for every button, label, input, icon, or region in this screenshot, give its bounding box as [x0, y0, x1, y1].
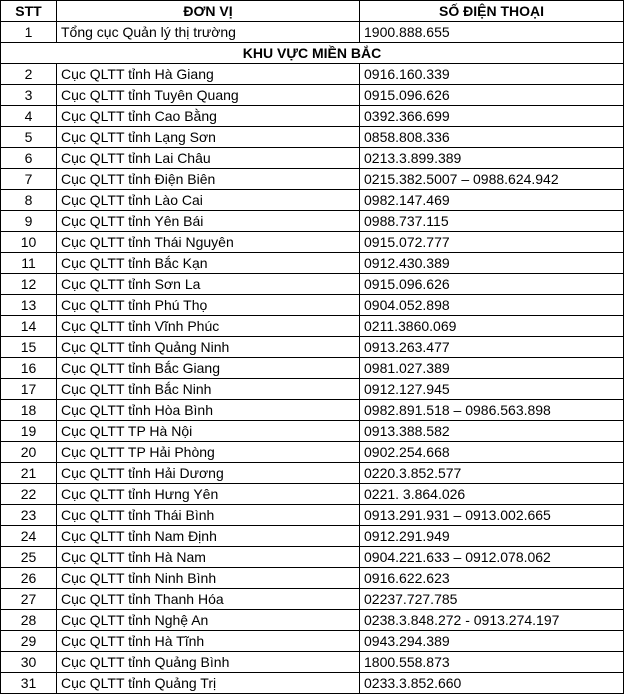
row-unit: Cục QLTT tỉnh Sơn La	[57, 274, 360, 295]
table-body	[1, 22, 624, 694]
row-phone: 0913.388.582	[360, 421, 624, 442]
table-row	[1, 316, 624, 337]
row-unit: Cục QLTT tỉnh Thái Nguyên	[57, 232, 360, 253]
row-stt: 11	[1, 253, 57, 274]
row-unit: Cục QLTT tỉnh Điện Biên	[57, 169, 360, 190]
row-unit: Cục QLTT tỉnh Tuyên Quang	[57, 85, 360, 106]
row-stt: 26	[1, 568, 57, 589]
table-row	[1, 631, 624, 652]
row-stt: 22	[1, 484, 57, 505]
table-row	[1, 400, 624, 421]
row-stt: 24	[1, 526, 57, 547]
row-stt: 28	[1, 610, 57, 631]
row-stt: 17	[1, 379, 57, 400]
row-phone: 0982.147.469	[360, 190, 624, 211]
table-row	[1, 106, 624, 127]
row-phone: 0912.430.389	[360, 253, 624, 274]
row-phone: 0913.263.477	[360, 337, 624, 358]
row-stt: 9	[1, 211, 57, 232]
row-phone: 0904.221.633 – 0912.078.062	[360, 547, 624, 568]
row-phone: 0392.366.699	[360, 106, 624, 127]
row-stt: 12	[1, 274, 57, 295]
row-phone: 0215.382.5007 – 0988.624.942	[360, 169, 624, 190]
row-phone: 02237.727.785	[360, 589, 624, 610]
row-phone: 0912.127.945	[360, 379, 624, 400]
row-unit: Cục QLTT TP Hà Nội	[57, 421, 360, 442]
row-stt: 27	[1, 589, 57, 610]
row-stt: 4	[1, 106, 57, 127]
row-stt: 20	[1, 442, 57, 463]
row-phone: 0988.737.115	[360, 211, 624, 232]
row-stt: 2	[1, 64, 57, 85]
table-row	[1, 463, 624, 484]
table-header	[1, 1, 624, 22]
table-row	[1, 379, 624, 400]
row-phone: 0858.808.336	[360, 127, 624, 148]
row-unit: Cục QLTT tỉnh Yên Bái	[57, 211, 360, 232]
row-phone: 0233.3.852.660	[360, 673, 624, 694]
row-phone: 0238.3.848.272 - 0913.274.197	[360, 610, 624, 631]
row-phone: 0211.3860.069	[360, 316, 624, 337]
row-unit: Cục QLTT tỉnh Thái Bình	[57, 505, 360, 526]
row-stt: 18	[1, 400, 57, 421]
table-row	[1, 127, 624, 148]
row-unit: Cục QLTT tỉnh Quảng Trị	[57, 673, 360, 694]
row-unit: Cục QLTT tỉnh Ninh Bình	[57, 568, 360, 589]
row-unit: Cục QLTT tỉnh Hưng Yên	[57, 484, 360, 505]
table-row	[1, 253, 624, 274]
row-phone: 1800.558.873	[360, 652, 624, 673]
region-row	[1, 43, 624, 64]
header-phone: SỐ ĐIỆN THOẠI	[360, 1, 624, 22]
row-unit: Cục QLTT tỉnh Lai Châu	[57, 148, 360, 169]
row-unit: Cục QLTT tỉnh Quảng Bình	[57, 652, 360, 673]
table-row	[1, 64, 624, 85]
row-unit: Cục QLTT tỉnh Lạng Sơn	[57, 127, 360, 148]
row-phone: 0902.254.668	[360, 442, 624, 463]
table-row	[1, 274, 624, 295]
table-row	[1, 568, 624, 589]
row-unit: Cục QLTT tỉnh Bắc Giang	[57, 358, 360, 379]
row-phone: 0220.3.852.577	[360, 463, 624, 484]
row-unit: Cục QLTT tỉnh Hải Dương	[57, 463, 360, 484]
row-stt: 19	[1, 421, 57, 442]
row-unit: Cục QLTT tỉnh Hòa Bình	[57, 400, 360, 421]
table-row	[1, 169, 624, 190]
row-phone: 1900.888.655	[360, 22, 624, 43]
row-stt: 10	[1, 232, 57, 253]
row-stt: 14	[1, 316, 57, 337]
row-phone: 0904.052.898	[360, 295, 624, 316]
region-label: KHU VỰC MIỀN BẮC	[1, 43, 624, 64]
row-phone: 0916.160.339	[360, 64, 624, 85]
row-unit: Cục QLTT tỉnh Lào Cai	[57, 190, 360, 211]
table-row	[1, 484, 624, 505]
row-stt: 7	[1, 169, 57, 190]
table-row	[1, 526, 624, 547]
table-row	[1, 589, 624, 610]
row-unit: Cục QLTT tỉnh Vĩnh Phúc	[57, 316, 360, 337]
table-row	[1, 442, 624, 463]
row-unit: Cục QLTT tỉnh Hà Giang	[57, 64, 360, 85]
table-row	[1, 358, 624, 379]
row-stt: 25	[1, 547, 57, 568]
row-phone: 0912.291.949	[360, 526, 624, 547]
row-stt: 30	[1, 652, 57, 673]
row-unit: Cục QLTT tỉnh Nghệ An	[57, 610, 360, 631]
row-stt: 3	[1, 85, 57, 106]
row-stt: 23	[1, 505, 57, 526]
table-row	[1, 610, 624, 631]
row-phone: 0916.622.623	[360, 568, 624, 589]
row-phone: 0915.096.626	[360, 85, 624, 106]
row-stt: 31	[1, 673, 57, 694]
row-phone: 0943.294.389	[360, 631, 624, 652]
table-row	[1, 673, 624, 694]
row-unit: Cục QLTT tỉnh Bắc Ninh	[57, 379, 360, 400]
row-phone: 0221. 3.864.026	[360, 484, 624, 505]
row-unit: Cục QLTT tỉnh Hà Tĩnh	[57, 631, 360, 652]
table-row	[1, 547, 624, 568]
table-row	[1, 652, 624, 673]
table-row	[1, 505, 624, 526]
row-phone: 0213.3.899.389	[360, 148, 624, 169]
row-phone: 0915.072.777	[360, 232, 624, 253]
row-unit: Cục QLTT tỉnh Cao Bằng	[57, 106, 360, 127]
table-row	[1, 22, 624, 43]
table-row	[1, 295, 624, 316]
row-phone: 0981.027.389	[360, 358, 624, 379]
row-unit: Cục QLTT tỉnh Hà Nam	[57, 547, 360, 568]
row-stt: 16	[1, 358, 57, 379]
row-unit: Cục QLTT tỉnh Thanh Hóa	[57, 589, 360, 610]
header-stt: STT	[1, 1, 57, 22]
table-row	[1, 337, 624, 358]
row-stt: 29	[1, 631, 57, 652]
row-unit: Cục QLTT tỉnh Bắc Kạn	[57, 253, 360, 274]
table-row	[1, 232, 624, 253]
row-stt: 15	[1, 337, 57, 358]
row-stt: 8	[1, 190, 57, 211]
table-row	[1, 190, 624, 211]
row-phone: 0915.096.626	[360, 274, 624, 295]
row-stt: 6	[1, 148, 57, 169]
row-stt: 1	[1, 22, 57, 43]
row-phone: 0913.291.931 – 0913.002.665	[360, 505, 624, 526]
row-stt: 13	[1, 295, 57, 316]
row-unit: Cục QLTT TP Hải Phòng	[57, 442, 360, 463]
table-row	[1, 421, 624, 442]
row-unit: Tổng cục Quản lý thị trường	[57, 22, 360, 43]
header-unit: ĐƠN VỊ	[57, 1, 360, 22]
row-unit: Cục QLTT tỉnh Nam Định	[57, 526, 360, 547]
row-unit: Cục QLTT tỉnh Phú Thọ	[57, 295, 360, 316]
table-row	[1, 211, 624, 232]
row-stt: 5	[1, 127, 57, 148]
row-phone: 0982.891.518 – 0986.563.898	[360, 400, 624, 421]
header-row	[1, 1, 624, 22]
table-row	[1, 85, 624, 106]
row-unit: Cục QLTT tỉnh Quảng Ninh	[57, 337, 360, 358]
table-row	[1, 148, 624, 169]
row-stt: 21	[1, 463, 57, 484]
